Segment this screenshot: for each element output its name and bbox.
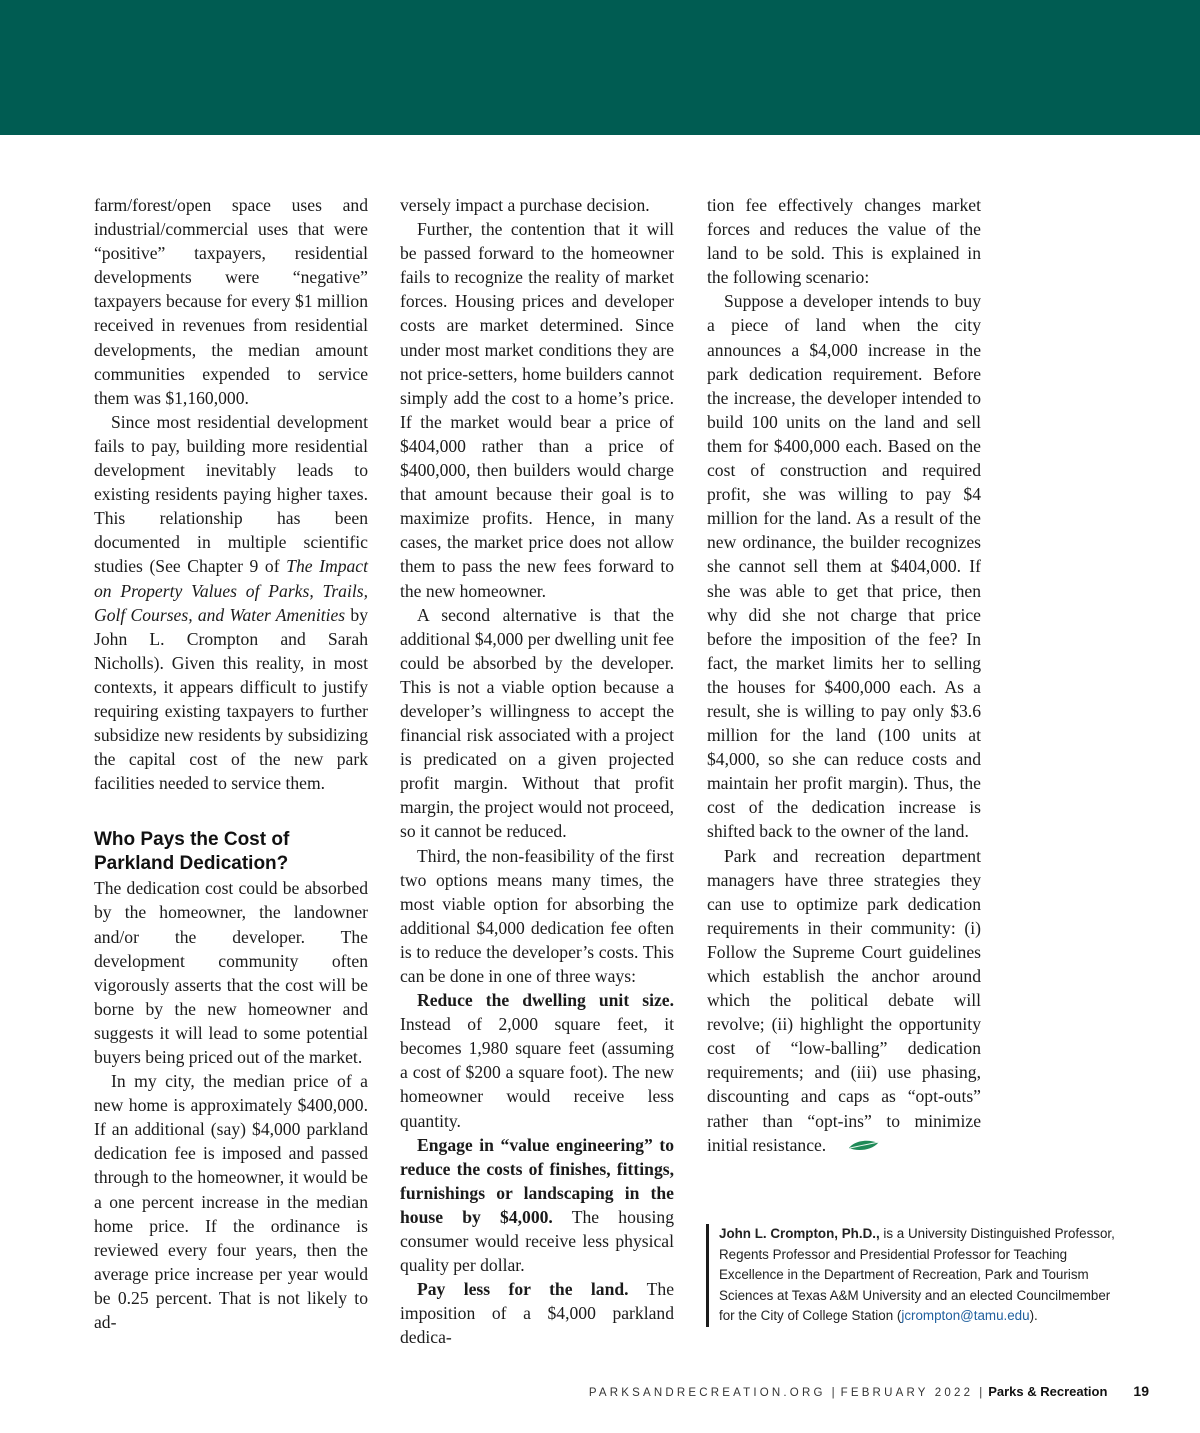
paragraph: Suppose a developer intends to buy a piece of land when the city announces a $4,000 increase in the park dedication requirement. Before the increase, the developer intended to build 100 units on the land and sell them for $400,000 each. Based on the cost of construction and required profit, she was willing to pay $4 million for the land. As a result of the new ordinance, the builder recognizes she cannot sell them at $404,000. If she was able to get that price, then why did she not charge that price before the imposition of the fee? In fact, the market limits her to selling the houses for $400,000 each. As a result, she is willing to pay only $3.6 million for the land (100 units at $4,000, so she can reduce costs and maintain her profit margin). Thus, the cost of the dedication increase is shifted back to the owner of the land. bbox=[707, 291, 981, 842]
author-name: John L. Crompton, Ph.D., bbox=[719, 1226, 880, 1241]
paragraph: farm/forest/open space uses and industrial/commercial uses that were “positive” taxpayers, residential developments were “negative” taxpayers because for every $1 million received in revenues from residential developments, the median amount communities expended to service them was $1,160,000. bbox=[94, 195, 368, 408]
section-heading: Who Pays the Cost of Parkland Dedication? bbox=[94, 829, 290, 875]
article-column-2 bbox=[400, 193, 674, 1350]
author-email-link[interactable]: jcrompton@tamu.edu bbox=[901, 1308, 1030, 1323]
paragraph: tion fee effectively changes market forces and reduces the value of the land to be sold. This is explained in the following scenario: bbox=[707, 195, 981, 288]
paragraph-lead-in: Pay less for the land. bbox=[417, 1279, 629, 1300]
top-color-banner bbox=[0, 0, 1200, 135]
footer-separator: | bbox=[979, 1387, 983, 1399]
paragraph bbox=[707, 844, 981, 1159]
footer-magazine-name: Parks & Recreation bbox=[988, 1384, 1108, 1399]
paragraph-text: Since most residential development fails to pay, building more residential development inevitably leads to existing residents paying higher taxes. This relationship has been documented in multiple scientific studies (See Chapter 9 of bbox=[94, 411, 368, 577]
article-column-3 bbox=[707, 193, 981, 1159]
paragraph: A second alternative is that the additional $4,000 per dwelling unit fee could be absorbed by the developer. This is not a viable option because a developer’s willingness to accept the financial risk associated with a project is predicated on a given projected profit margin. Without that profit margin, the project would not proceed, so it cannot be reduced. bbox=[400, 604, 674, 842]
paragraph-text: by John L. Crompton and Sarah Nicholls). Given this reality, in most contexts, it appears difficult to justify requiring existing taxpayers to further subsidize new residents by subsidizing the capital cost of the new park facilities needed to service them. bbox=[94, 604, 368, 794]
footer-issue-date: FEBRUARY 2022 bbox=[840, 1387, 974, 1399]
bio-closing: ). bbox=[1029, 1308, 1038, 1323]
paragraph: Further, the contention that it will be passed forward to the homeowner fails to recognize the reality of market forces. Housing prices and developer costs are market determined. Since under most market conditions they are not price-setters, home builders cannot simply add the cost to a home’s price. If the market would bear a price of $404,000 rather than a price of $400,000, then builders would charge that amount because their goal is to maximize profits. Hence, in many cases, the market price does not allow them to pass the new fees forward to the new homeowner. bbox=[400, 219, 674, 601]
paragraph bbox=[400, 988, 674, 1133]
leaf-icon bbox=[830, 1135, 881, 1159]
author-bio bbox=[706, 1224, 1117, 1327]
paragraph bbox=[400, 1277, 674, 1349]
footer-website: PARKSANDRECREATION.ORG bbox=[588, 1387, 826, 1399]
author-description: is a University Distinguished Professor, Regents Professor and Presidential Professor for Teaching Excellence in the Department of Recreation, Park and Tourism Sciences at Texas A&M University and an elected Councilmember for the City of College Station ( bbox=[719, 1226, 1115, 1323]
paragraph-text: Instead of 2,000 square feet, it becomes 1,980 square feet (assuming a cost of $200 a square foot). The new homeowner would receive less quantity. bbox=[400, 1014, 674, 1131]
book-title: The Impact on Property Values of Parks, Trails, Golf Courses, and Water Amenities bbox=[94, 556, 368, 625]
paragraph-text: The imposition of a $4,000 parkland dedica- bbox=[400, 1279, 675, 1348]
paragraph: Third, the non-feasibility of the first two options means many times, the most viable option for absorbing the additional $4,000 dedication fee often is to reduce the developer’s costs. This can be done in one of three ways: bbox=[400, 845, 674, 986]
paragraph-text: The housing consumer would receive less physical quality per dollar. bbox=[400, 1206, 674, 1276]
paragraph-lead-in: Reduce the dwelling unit size. bbox=[417, 990, 674, 1011]
paragraph-lead-in: Engage in “value engineering” to reduce the costs of finishes, fittings, furnishings or landscaping in the house by $4,000. bbox=[400, 1134, 674, 1227]
article-column-1 bbox=[94, 193, 368, 1334]
paragraph-text: Park and recreation department managers have three strategies they can use to optimize park dedication requirements in their community: (i) Follow the Supreme Court guidelines which establish the anchor around which the political debate will revolve; (ii) highlight the opportunity cost of “low-balling” dedication requirements; and (iii) use phasing, discounting and caps as “opt-outs” rather than “opt-ins” to minimize initial resistance. bbox=[707, 845, 981, 1155]
page-footer bbox=[589, 1383, 1149, 1399]
paragraph bbox=[400, 1133, 674, 1278]
footer-separator: | bbox=[831, 1387, 835, 1399]
paragraph bbox=[94, 410, 368, 796]
paragraph: The dedication cost could be absorbed by the homeowner, the landowner and/or the developer. The development community often vigorously asserts that the cost will be borne by the new homeowner and suggests it will lead to some potential buyers being priced out of the market. bbox=[94, 878, 368, 1067]
paragraph: In my city, the median price of a new home is approximately $400,000. If an additional (say) $4,000 parkland dedication fee is imposed and passed through to the homeowner, it would be a one percent increase in the median home price. If the ordinance is reviewed every four years, then the average price increase per year would be 0.25 percent. That is not likely to ad- bbox=[94, 1071, 368, 1333]
paragraph: versely impact a purchase decision. bbox=[400, 195, 650, 215]
page-number: 19 bbox=[1133, 1383, 1149, 1399]
